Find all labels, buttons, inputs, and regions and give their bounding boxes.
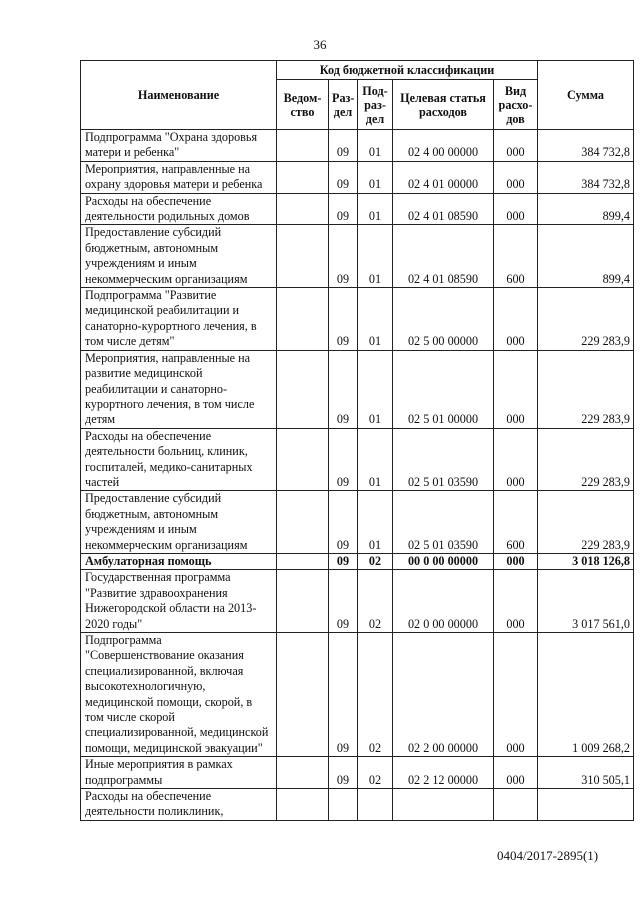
cell-expense-type: 000 xyxy=(494,757,538,789)
table-row xyxy=(81,789,634,821)
cell-name: Иные мероприятия в рамках подпрограммы xyxy=(81,757,277,789)
header-section: Раз-дел xyxy=(329,80,358,130)
cell-amount xyxy=(538,789,634,821)
cell-name: Подпрограмма "Охрана здоровья матери и ребенка" xyxy=(81,130,277,162)
cell-expense-type: 000 xyxy=(494,633,538,757)
cell-department xyxy=(277,193,329,225)
cell-name: Государственная программа "Развитие здравоохранения Нижегородской области на 2013-2020 годы" xyxy=(81,570,277,633)
cell-name: Предоставление субсидий бюджетным, автономным учреждениям и иным некоммерческим организациям xyxy=(81,491,277,554)
page-number: 36 xyxy=(313,37,327,52)
cell-amount: 1 009 268,2 xyxy=(538,633,634,757)
header-subsection: Под-раз-дел xyxy=(358,80,393,130)
cell-target: 02 5 01 03590 xyxy=(393,428,494,491)
cell-department xyxy=(277,428,329,491)
cell-target: 02 5 01 03590 xyxy=(393,491,494,554)
cell-section: 09 xyxy=(329,553,358,569)
cell-subsection: 01 xyxy=(358,193,393,225)
header-expense-type: Вид расхо-дов xyxy=(494,80,538,130)
cell-amount: 384 732,8 xyxy=(538,161,634,193)
cell-amount: 384 732,8 xyxy=(538,130,634,162)
cell-subsection: 01 xyxy=(358,225,393,288)
header-target: Целевая статья расходов xyxy=(393,80,494,130)
header-name: Наименование xyxy=(81,61,277,130)
cell-expense-type: 000 xyxy=(494,428,538,491)
table-row xyxy=(81,757,634,789)
cell-section: 09 xyxy=(329,428,358,491)
cell-department xyxy=(277,130,329,162)
cell-amount: 899,4 xyxy=(538,193,634,225)
cell-amount: 229 283,9 xyxy=(538,491,634,554)
cell-name: Амбулаторная помощь xyxy=(81,553,277,569)
cell-department xyxy=(277,161,329,193)
table-row xyxy=(81,193,634,225)
table-row xyxy=(81,161,634,193)
table-row xyxy=(81,225,634,288)
cell-section: 09 xyxy=(329,350,358,428)
cell-department xyxy=(277,225,329,288)
cell-expense-type xyxy=(494,789,538,821)
cell-expense-type: 000 xyxy=(494,193,538,225)
cell-subsection: 01 xyxy=(358,491,393,554)
cell-section: 09 xyxy=(329,570,358,633)
table-row xyxy=(81,570,634,633)
cell-section: 09 xyxy=(329,491,358,554)
cell-expense-type: 600 xyxy=(494,225,538,288)
cell-name: Мероприятия, направленные на охрану здоровья матери и ребенка xyxy=(81,161,277,193)
cell-expense-type: 000 xyxy=(494,288,538,351)
table-row xyxy=(81,130,634,162)
cell-subsection: 02 xyxy=(358,633,393,757)
cell-target: 00 0 00 00000 xyxy=(393,553,494,569)
cell-department xyxy=(277,757,329,789)
cell-expense-type: 000 xyxy=(494,161,538,193)
cell-name: Расходы на обеспечение деятельности поликлиник, xyxy=(81,789,277,821)
cell-target: 02 2 12 00000 xyxy=(393,757,494,789)
cell-department xyxy=(277,789,329,821)
cell-name: Расходы на обеспечение деятельности родильных домов xyxy=(81,193,277,225)
table-body xyxy=(81,130,634,821)
cell-subsection: 02 xyxy=(358,757,393,789)
cell-target: 02 4 01 08590 xyxy=(393,225,494,288)
cell-amount: 229 283,9 xyxy=(538,288,634,351)
cell-amount: 3 017 561,0 xyxy=(538,570,634,633)
cell-department xyxy=(277,553,329,569)
table-row xyxy=(81,491,634,554)
cell-name: Мероприятия, направленные на развитие медицинской реабилитации и санаторно-курортного лечения, в том числе детям xyxy=(81,350,277,428)
table-row-bold xyxy=(81,553,634,569)
table-row xyxy=(81,350,634,428)
cell-section: 09 xyxy=(329,288,358,351)
header-department: Ведом-ство xyxy=(277,80,329,130)
cell-amount: 899,4 xyxy=(538,225,634,288)
table-row xyxy=(81,633,634,757)
header-classification-group: Код бюджетной классификации xyxy=(277,61,538,80)
cell-section: 09 xyxy=(329,193,358,225)
cell-section: 09 xyxy=(329,130,358,162)
cell-name: Предоставление субсидий бюджетным, автономным учреждениям и иным некоммерческим организациям xyxy=(81,225,277,288)
cell-subsection: 02 xyxy=(358,553,393,569)
cell-expense-type: 600 xyxy=(494,491,538,554)
cell-target: 02 4 01 00000 xyxy=(393,161,494,193)
cell-department xyxy=(277,570,329,633)
cell-subsection: 01 xyxy=(358,161,393,193)
cell-target: 02 2 00 00000 xyxy=(393,633,494,757)
header-amount: Сумма xyxy=(538,61,634,130)
cell-amount: 229 283,9 xyxy=(538,350,634,428)
cell-name: Расходы на обеспечение деятельности больниц, клиник, госпиталей, медико-санитарных частей xyxy=(81,428,277,491)
cell-target: 02 5 01 00000 xyxy=(393,350,494,428)
cell-subsection: 01 xyxy=(358,350,393,428)
cell-subsection: 01 xyxy=(358,288,393,351)
cell-subsection xyxy=(358,789,393,821)
cell-expense-type: 000 xyxy=(494,130,538,162)
cell-target: 02 4 01 08590 xyxy=(393,193,494,225)
cell-expense-type: 000 xyxy=(494,553,538,569)
cell-name: Подпрограмма "Совершенствование оказания специализированной, включая высокотехнологичную, медицинской помощи, скорой, в том числе скорой специализированной, медицинской помощи, медицинской эвакуации" xyxy=(81,633,277,757)
document-number: 0404/2017-2895(1) xyxy=(497,848,599,863)
cell-department xyxy=(277,288,329,351)
table-row xyxy=(81,288,634,351)
cell-target: 02 0 00 00000 xyxy=(393,570,494,633)
cell-subsection: 01 xyxy=(358,428,393,491)
cell-target: 02 4 00 00000 xyxy=(393,130,494,162)
cell-amount: 310 505,1 xyxy=(538,757,634,789)
cell-section: 09 xyxy=(329,633,358,757)
cell-amount: 229 283,9 xyxy=(538,428,634,491)
cell-section: 09 xyxy=(329,225,358,288)
cell-name: Подпрограмма "Развитие медицинской реабилитации и санаторно-курортного лечения, в том числе детям" xyxy=(81,288,277,351)
cell-section: 09 xyxy=(329,161,358,193)
cell-department xyxy=(277,350,329,428)
cell-department xyxy=(277,491,329,554)
cell-target xyxy=(393,789,494,821)
cell-amount: 3 018 126,8 xyxy=(538,553,634,569)
cell-target: 02 5 00 00000 xyxy=(393,288,494,351)
cell-subsection: 01 xyxy=(358,130,393,162)
cell-section: 09 xyxy=(329,757,358,789)
cell-subsection: 02 xyxy=(358,570,393,633)
table-row xyxy=(81,428,634,491)
cell-expense-type: 000 xyxy=(494,570,538,633)
budget-table xyxy=(80,60,634,821)
cell-section xyxy=(329,789,358,821)
cell-department xyxy=(277,633,329,757)
cell-expense-type: 000 xyxy=(494,350,538,428)
